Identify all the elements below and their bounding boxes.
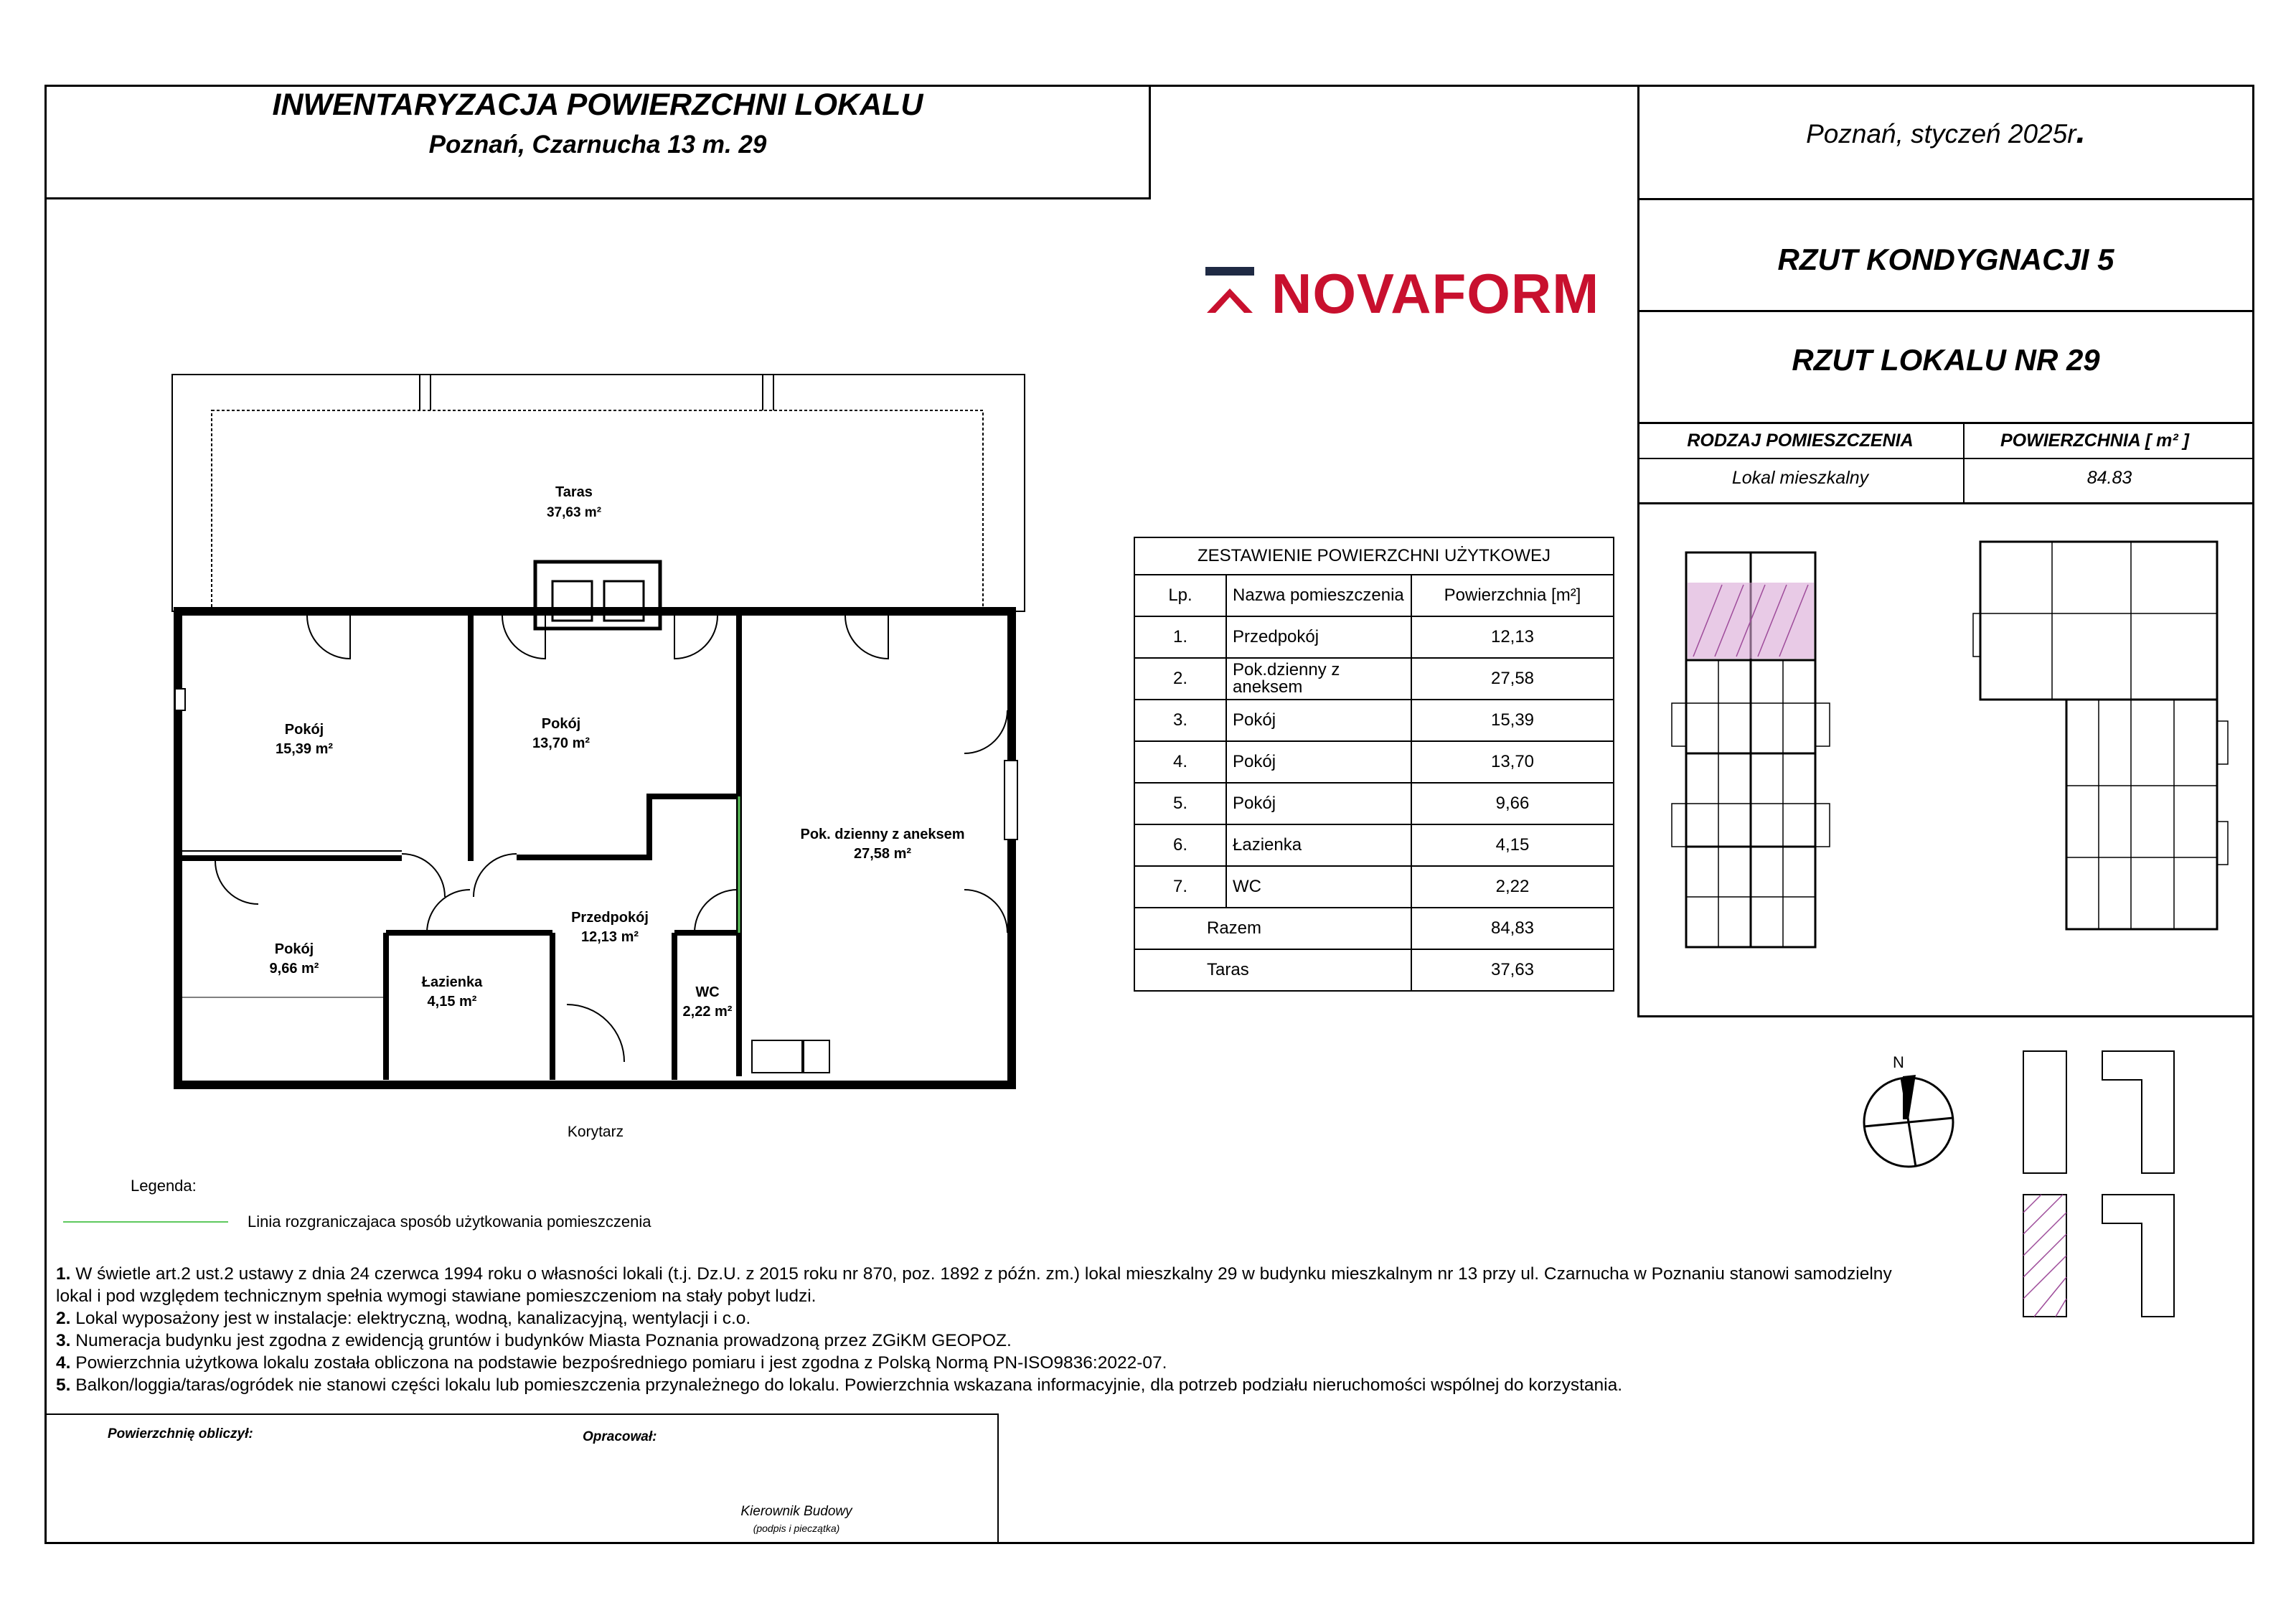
prepared-label: Opracował:	[583, 1429, 657, 1444]
area-col-header: POWIERZCHNIA [ m² ]	[2000, 431, 2189, 451]
table-header-area: Powierzchnia [m²]	[1411, 575, 1614, 616]
note-item: 4. Powierzchnia użytkowa lokalu została obliczona na podstawie bezpośredniego pomiaru i jest zgodna z Polską Normą PN-ISO9836:2022-07.	[56, 1353, 1167, 1373]
table-title: ZESTAWIENIE POWIERZCHNI UŻYTKOWEJ	[1134, 537, 1614, 575]
room-dzienny: Pok. dzienny z aneksem 27,58 m²	[800, 827, 965, 862]
table-row: 1. Przedpokój 12,13	[1134, 616, 1614, 658]
room-lazienka: Łazienka 4,15 m²	[421, 974, 483, 1010]
manager-label: Kierownik Budowy	[740, 1504, 852, 1519]
site-plan-2	[2016, 1191, 2188, 1320]
north-arrow-icon	[1851, 1048, 1966, 1177]
table-terrace-row: Taras 37,63	[1134, 949, 1614, 991]
terrace-label: Taras	[555, 484, 593, 500]
document-title: INWENTARYZACJA POWIERZCHNI LOKALU	[272, 88, 923, 122]
note-item: 2. Lokal wyposażony jest w instalacje: elektryczną, wodną, kanalizacyjną, wentylacji i c.o.	[56, 1309, 751, 1328]
area-value: 84.83	[2086, 468, 2132, 488]
north-label: N	[1893, 1053, 1904, 1071]
room-wc: WC 2,22 m²	[682, 984, 733, 1020]
building-plan-2	[1966, 527, 2231, 944]
wall	[517, 796, 739, 857]
type-col-header: RODZAJ POMIESZCZENIA	[1687, 431, 1914, 451]
note-item: 1. W świetle art.2 ust.2 ustawy z dnia 24 czerwca 1994 roku o własności lokali (t.j. Dz.U. z 2015 roku nr 870, poz. 1892 z późn. zm.) lokal mieszkalny 29 w budynku mieszkalnym nr 13 przy ul. Czarnucha w Poznaniu stanowi samodzielny lokal i pod względem technicznym spełnia wymogi stawiane pomieszczeniom na stały pobyt ludzi.	[56, 1264, 1892, 1306]
table-row: 3. Pokój 15,39	[1134, 700, 1614, 741]
building-plan-1	[1665, 538, 1837, 961]
divider	[1637, 310, 2254, 312]
signature-note: (podpis i pieczątka)	[753, 1523, 840, 1534]
brand-chevron-icon	[1205, 267, 1256, 314]
type-table-underline	[1637, 458, 2254, 459]
unit-title: RZUT LOKALU NR 29	[1792, 343, 2100, 377]
room-przedpokoj: Przedpokój 12,13 m²	[571, 910, 649, 945]
divider	[1637, 502, 2254, 504]
note-item: 5. Balkon/loggia/taras/ogródek nie stanowi części lokalu lub pomieszczenia przynależnego do lokalu. Powierzchnia wskazana informacyjnie, dla potrzeb podziału nieruchomości wspólnej do korzystania.	[56, 1375, 1623, 1395]
table-row: 5. Pokój 9,66	[1134, 783, 1614, 824]
table-row: 6. Łazienka 4,15	[1134, 824, 1614, 866]
room-pokoj-2: Pokój 13,70 m²	[532, 716, 591, 751]
legend-line-sample	[63, 1221, 228, 1223]
floor-title: RZUT KONDYGNACJI 5	[1777, 243, 2114, 276]
document-address: Poznań, Czarnucha 13 m. 29	[428, 131, 767, 159]
note-item: 3. Numeracja budynku jest zgodna z ewidencją gruntów i budynków Miasta Poznania prowadzoną przez ZGiKM GEOPOZ.	[56, 1331, 1012, 1350]
corridor-label: Korytarz	[567, 1124, 624, 1140]
room-pokoj-3: Pokój 9,66 m²	[269, 941, 319, 977]
legend-line-label: Linia rozgraniczajaca sposób użytkowania pomieszczenia	[248, 1213, 651, 1231]
terrace-area: 37,63 m²	[546, 505, 602, 520]
brand-name: NOVAFORM	[1271, 262, 1600, 325]
table-header-lp: Lp.	[1134, 575, 1226, 616]
type-value: Lokal mieszkalny	[1731, 468, 1869, 488]
table-row: 4. Pokój 13,70	[1134, 741, 1614, 783]
table-total-row: Razem 84,83	[1134, 908, 1614, 949]
site-plan-1	[2016, 1048, 2188, 1177]
legend-title: Legenda:	[131, 1177, 197, 1195]
table-row: 2. Pok.dzienny z aneksem 27,58	[1134, 658, 1614, 700]
divider	[1637, 422, 2254, 424]
table-row: 7. WC 2,22	[1134, 866, 1614, 908]
table-header-name: Nazwa pomieszczenia	[1226, 575, 1411, 616]
vent-block	[535, 562, 660, 629]
notes-list	[56, 1263, 1921, 1396]
calc-label: Powierzchnię obliczył:	[108, 1426, 253, 1441]
area-summary-table	[1134, 537, 1614, 992]
brand-logo	[1205, 262, 1600, 325]
divider	[1637, 198, 2254, 200]
room-pokoj-1: Pokój 15,39 m²	[275, 722, 334, 757]
document-date: Poznań, styczeń 2025r.	[1806, 113, 2086, 151]
